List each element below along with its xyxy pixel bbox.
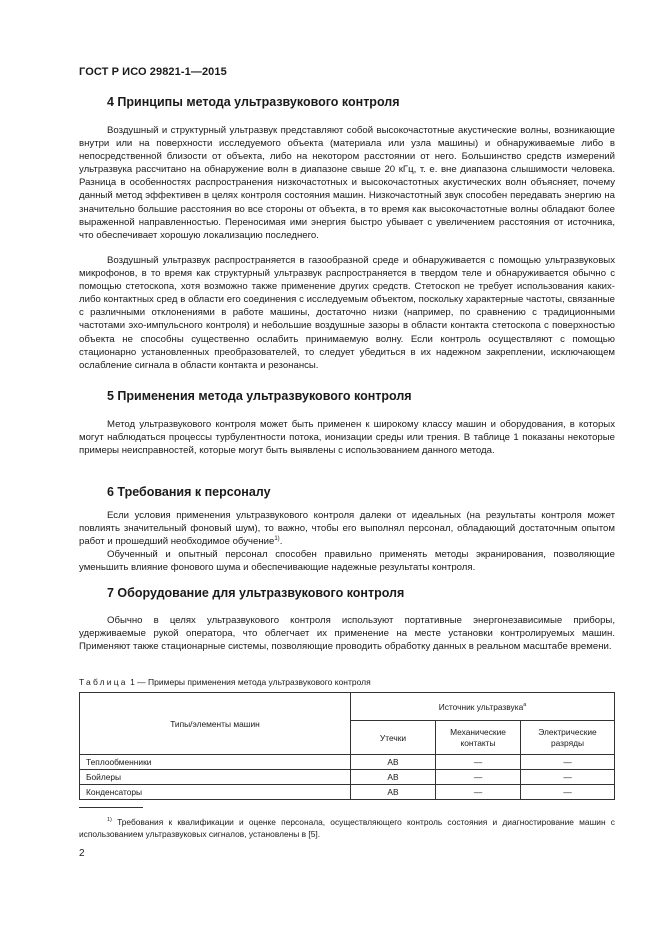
section-6-title: 6 Требования к персоналу	[107, 485, 271, 499]
examples-table	[79, 692, 615, 800]
section-6-paragraph-1	[79, 509, 615, 548]
footnote-reference: 1)	[274, 536, 280, 542]
footnote-divider	[79, 807, 143, 808]
footnote-mark: 1)	[107, 817, 112, 823]
column-header-mechanical-contacts: Механические контакты	[436, 721, 521, 755]
section-5-title: 5 Применения метода ультразвукового контроля	[107, 389, 412, 403]
source-header-note-mark: а	[523, 701, 527, 708]
section-4-title: 4 Принципы метода ультразвукового контроля	[107, 95, 400, 109]
section-7-title: 7 Оборудование для ультразвукового контроля	[107, 586, 405, 600]
footnote-text: Требования к квалификации и оценке персонала, осуществляющего контроль состояния и диагностирование машин с использованием ультразвуковых сигналов, установлены в [5].	[79, 816, 615, 840]
table-header-row	[80, 693, 615, 721]
cell-mechanical-contacts: —	[436, 785, 521, 800]
row-name-heat-exchangers: Теплообменники	[80, 755, 351, 770]
page-number: 2	[79, 848, 85, 859]
cell-electrical-discharges: —	[521, 755, 615, 770]
row-name-boilers: Бойлеры	[80, 770, 351, 785]
table-caption-text: 1 — Примеры применения метода ультразвукового контроля	[127, 677, 371, 687]
row-name-condensers: Конденсаторы	[80, 785, 351, 800]
column-header-ultrasound-source	[351, 693, 615, 721]
table-row	[80, 755, 615, 770]
column-header-machine-types: Типы/элементы машин	[80, 693, 351, 755]
section-6-paragraph-2: Обученный и опытный персонал способен правильно применять методы экранирования, позволяющие уменьшить влияние фонового шума и обеспечивающие надежные результаты контроля.	[79, 549, 615, 574]
section-5-paragraph-1: Метод ультразвукового контроля может быть применен к широкому классу машин и оборудования, в которых могут наблюдаться процессы турбулентности потока, ионизации среды или трения. В таблице 1 показаны некоторые примеры неисправностей, которые могут быть выявлены с использованием данного метода.	[79, 419, 615, 457]
cell-mechanical-contacts: —	[436, 770, 521, 785]
standard-header: ГОСТ Р ИСО 29821-1—2015	[79, 66, 227, 78]
footnote	[79, 814, 615, 840]
table-caption-label: Таблица	[79, 677, 128, 687]
cell-mechanical-contacts: —	[436, 755, 521, 770]
cell-electrical-discharges: —	[521, 770, 615, 785]
cell-leaks: АВ	[351, 755, 436, 770]
column-header-electrical-discharges: Электрические разряды	[521, 721, 615, 755]
cell-electrical-discharges: —	[521, 785, 615, 800]
column-header-leaks: Утечки	[351, 721, 436, 755]
cell-leaks: АВ	[351, 785, 436, 800]
section-4-paragraph-1: Воздушный и структурный ультразвук представляют собой высокочастотные акустические волны, возникающие внутри или на поверхности исследуемого объекта (материала или узла машины) и обнаруживаемые либо в непосредственной близости от объекта, либо на некотором расстоянии от него. Большинство средств измерений ультразвука рассчитано на обнаружение волн в диапазоне свыше 20 кГц, т. е. вне диапазона слышимости человека. Разница в особенностях распространения низкочастотных и высокочастотных акустических волн объясняет, почему данный метод эффективен в целях контроля состояния машин. Низкочастотный звук способен передавать энергию на значительно большие расстояния во все стороны от объекта, в то время как высокочастотные волны обладают более выраженной направленностью. Переносимая ими энергия быстро убывает с увеличением расстояния от источника, что обеспечивает хорошую локализацию последнего.	[79, 125, 615, 241]
table-caption	[79, 677, 371, 687]
section-7-paragraph-1: Обычно в целях ультразвукового контроля используют портативные энергонезависимые приборы, удерживаемые рукой оператора, что облегчает их применение на месте установки контролируемых машин. Применяют также стационарные системы, позволяющие проводить обработку данных в реальном масштабе времени.	[79, 615, 615, 653]
section-6-paragraph-1-text: Если условия применения ультразвукового контроля далеки от идеальных (на результаты контроля может повлиять значительный фоновый шум), то важно, чтобы его выполнял персонал, обладающий достаточным опытом работ и прошедший необходимое обучение	[79, 510, 615, 548]
table-row	[80, 785, 615, 800]
section-4-paragraph-2: Воздушный ультразвук распространяется в газообразной среде и обнаруживается с помощью ультразвуковых микрофонов, в то время как структурный ультразвук распространяется в твердом теле и обнаруживается обычно с помощью стетоскопа, хотя возможно также применение других средств. Стетоскоп не требует использования каких-либо контактных сред в области его соединения с исследуемым объектом, поскольку характерные частоты, связанные с различными отклонениями в работе машины, достаточно низки (например, по сравнению с традиционными частотами эхо-импульсного контроля) и небольшие воздушные зазоры в области контакта стетоскопа с поверхностью объекта не способны существенно ослабить принимаемую волну. Если контроль осуществляют с помощью стационарно установленных преобразователей, то следует убедиться в их надежном закреплении, исключающем ослабление сигнала в области контакта и резонансы.	[79, 255, 615, 371]
source-header-text: Источник ультразвука	[438, 701, 524, 712]
cell-leaks: АВ	[351, 770, 436, 785]
table-row	[80, 770, 615, 785]
footnote-reference-suffix: .	[279, 536, 283, 548]
